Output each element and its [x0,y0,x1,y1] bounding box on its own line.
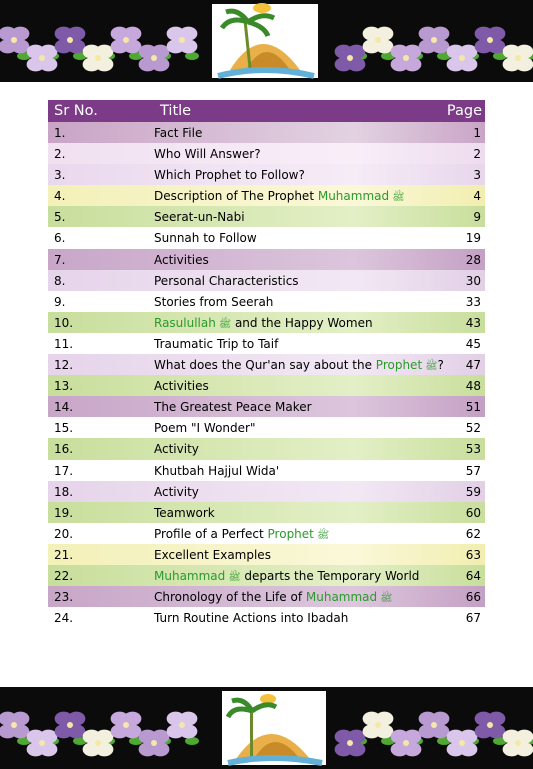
toc-row [48,312,485,333]
toc-title [154,485,199,499]
toc-page-number: 19 [465,231,481,246]
toc-row [48,481,485,502]
toc-sr-no: 24. [54,611,74,626]
toc-row [48,586,485,607]
flower-icon [419,712,450,739]
toc-row [48,396,485,417]
salutation-glyph: ﷺ [313,529,330,541]
flower-garland-illustration [0,687,533,769]
salutation-glyph: ﷺ [422,361,438,373]
toc-title-text: The Greatest Peace Maker [154,400,312,415]
toc-sr-no: 19. [54,505,74,520]
toc-title [154,400,312,414]
toc-title-highlight: Rasulullah [154,315,216,330]
toc-sr-no: 14. [54,400,74,415]
toc-sr-no: 18. [54,484,74,499]
toc-title-text: Seerat-un-Nabi [154,210,245,225]
toc-title-highlight: Prophet [267,526,314,541]
toc-row [48,417,485,438]
salutation-glyph: ﷺ [225,571,241,583]
flower-icon [167,27,198,54]
salutation-glyph: ﷺ [389,192,405,204]
toc-sr-no: 13. [54,379,74,394]
toc-page-number: 45 [465,336,481,351]
toc-title-text: Description of The Prophet [154,189,318,204]
table-of-contents [48,100,485,628]
toc-title [154,548,271,562]
toc-title [154,442,199,456]
toc-title-text: Teamwork [154,505,215,520]
toc-row [48,544,485,565]
header-sr-no: Sr No. [54,103,98,119]
toc-title [154,168,305,182]
toc-title-text: Activity [154,442,199,457]
flower-icon [167,712,198,739]
toc-title-text: Sunnah to Follow [154,231,257,246]
toc-title [154,253,209,267]
toc-page-number: 28 [465,252,481,267]
toc-sr-no: 23. [54,590,74,605]
toc-title-text: Traumatic Trip to Taif [154,336,279,351]
toc-sr-no: 1. [54,126,66,140]
toc-title [154,421,255,435]
toc-page-number: 9 [473,210,481,225]
toc-row [48,502,485,523]
toc-sr-no: 16. [54,442,74,457]
toc-title-highlight: Prophet [375,358,423,373]
toc-page-number: 1 [473,126,481,140]
toc-title [154,464,279,478]
toc-sr-no: 9. [54,294,66,309]
toc-title-text: What does the Qur'an say about the [154,358,376,373]
toc-header-row [48,100,485,122]
bottom-flower-border [0,687,533,769]
toc-page-number: 59 [465,484,481,499]
toc-row [48,354,485,375]
toc-title [154,337,278,351]
header-title: Title [160,103,192,119]
top-flower-border [0,0,533,82]
toc-row [48,333,485,354]
toc-row [48,270,485,291]
toc-row [48,460,485,481]
toc-page-number: 48 [465,379,481,394]
flower-icon [0,712,29,739]
toc-sr-no: 12. [54,358,74,373]
toc-title-highlight: Muhammad [305,590,378,605]
palm-island-illustration [222,691,326,765]
toc-page-number: 63 [465,547,481,562]
toc-page-number: 57 [465,463,481,478]
toc-sr-no: 6. [54,231,66,246]
palm-island-illustration [212,3,318,78]
flower-icon [55,27,86,54]
toc-title-text: Poem "I Wonder" [154,421,256,436]
toc-title [154,189,404,205]
flower-icon [475,27,506,54]
toc-title-text: Chronology of the Life of [154,590,306,605]
toc-row [48,438,485,459]
toc-title [154,231,257,245]
flower-icon [475,712,506,739]
toc-row [48,164,485,185]
toc-page-number: 53 [465,442,481,457]
toc-row [48,122,485,143]
toc-page-number: 4 [473,189,481,204]
toc-row [48,206,485,227]
toc-title [154,611,348,625]
toc-title [154,274,299,288]
flower-icon [55,712,86,739]
toc-row [48,143,485,164]
toc-page-number: 51 [465,400,481,415]
toc-title [154,147,261,161]
toc-title-text-after: ? [437,358,444,373]
toc-sr-no: 8. [54,273,66,288]
toc-page-number: 60 [465,505,481,520]
toc-sr-no: 5. [54,210,66,225]
toc-sr-no: 4. [54,189,66,204]
salutation-glyph: ﷺ [377,593,393,605]
toc-page-number: 66 [465,590,481,605]
toc-page-number: 64 [465,568,481,583]
toc-title-text: Excellent Examples [154,547,271,562]
toc-title-text: Personal Characteristics [154,273,299,288]
toc-title [154,506,215,520]
toc-title-highlight: Muhammad [317,189,390,204]
toc-page-number: 47 [465,358,481,373]
toc-page-number: 2 [473,147,481,162]
toc-title-text-after: and the Happy Women [231,315,373,330]
flower-icon [111,27,142,54]
toc-sr-no: 3. [54,168,66,183]
toc-title-highlight: Muhammad [154,568,226,583]
toc-row [48,249,485,270]
toc-title-text: Stories from Seerah [154,294,274,309]
toc-title [154,126,202,140]
salutation-glyph: ﷺ [215,318,232,330]
toc-sr-no: 11. [54,336,74,351]
toc-sr-no: 21. [54,547,74,562]
toc-title-text: Profile of a Perfect [154,526,268,541]
toc-title [154,295,273,309]
toc-title [154,379,209,393]
flower-icon [363,712,394,739]
toc-title-text: Khutbah Hajjul Wida' [154,463,280,478]
toc-title-text-after: departs the Temporary World [240,568,420,583]
toc-title [154,590,392,606]
toc-title [154,527,329,543]
toc-row [48,375,485,396]
toc-page-number: 3 [473,168,481,183]
toc-title [154,358,444,374]
toc-title-text: Fact File [154,126,203,140]
toc-sr-no: 20. [54,526,74,541]
flower-icon [363,27,394,54]
toc-sr-no: 7. [54,252,66,267]
toc-row [48,185,485,206]
toc-row [48,291,485,312]
toc-sr-no: 10. [54,315,74,330]
toc-title-text: Activity [154,484,199,499]
toc-row [48,565,485,586]
toc-sr-no: 22. [54,568,74,583]
toc-page-number: 33 [465,294,481,309]
toc-page-number: 52 [465,421,481,436]
toc-title-text: Activities [154,252,209,267]
toc-sr-no: 17. [54,463,74,478]
toc-page-number: 30 [465,273,481,288]
toc-title-text: Which Prophet to Follow? [154,168,305,183]
toc-title-text: Who Will Answer? [154,147,261,162]
toc-row [48,227,485,248]
toc-title [154,210,245,224]
toc-title [154,569,419,585]
flower-icon [419,27,450,54]
toc-title [154,316,373,332]
toc-page-number: 62 [465,526,481,541]
toc-sr-no: 2. [54,147,66,162]
toc-title-text: Activities [154,379,209,394]
flower-garland-illustration [0,0,533,82]
toc-rows [48,122,485,628]
toc-row [48,523,485,544]
flower-icon [111,712,142,739]
flower-icon [0,27,29,54]
toc-sr-no: 15. [54,421,74,436]
toc-page-number: 43 [465,315,481,330]
toc-title-text: Turn Routine Actions into Ibadah [154,611,349,626]
toc-page-number: 67 [465,611,481,626]
toc-row [48,607,485,628]
header-page: Page [446,103,482,119]
